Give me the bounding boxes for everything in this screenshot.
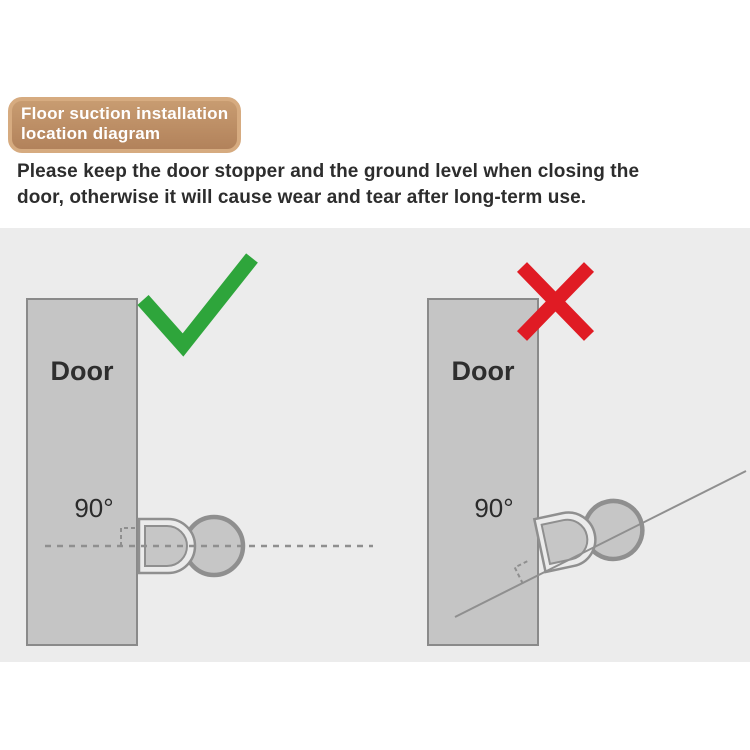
badge-title-line2: location diagram bbox=[21, 124, 161, 143]
door-label: Door bbox=[50, 356, 114, 386]
door-label: Door bbox=[451, 356, 515, 386]
instruction-text bbox=[17, 159, 639, 211]
correct-panel bbox=[27, 258, 373, 645]
angle-label: 90° bbox=[74, 493, 114, 523]
angle-label: 90° bbox=[474, 493, 514, 523]
check-icon bbox=[143, 258, 252, 345]
section-title-badge bbox=[8, 97, 241, 153]
diagram-panel bbox=[0, 228, 750, 662]
door-rect bbox=[428, 299, 538, 645]
badge-title-line1: Floor suction installation bbox=[21, 104, 229, 123]
instruction-line2: door, otherwise it will cause wear and tear after long-term use. bbox=[17, 187, 587, 208]
door-stopper-tilted bbox=[534, 496, 648, 574]
door-rect bbox=[27, 299, 137, 645]
incorrect-panel bbox=[428, 267, 746, 645]
instruction-line1: Please keep the door stopper and the ground level when closing the bbox=[17, 161, 640, 182]
installation-diagram bbox=[0, 228, 750, 662]
